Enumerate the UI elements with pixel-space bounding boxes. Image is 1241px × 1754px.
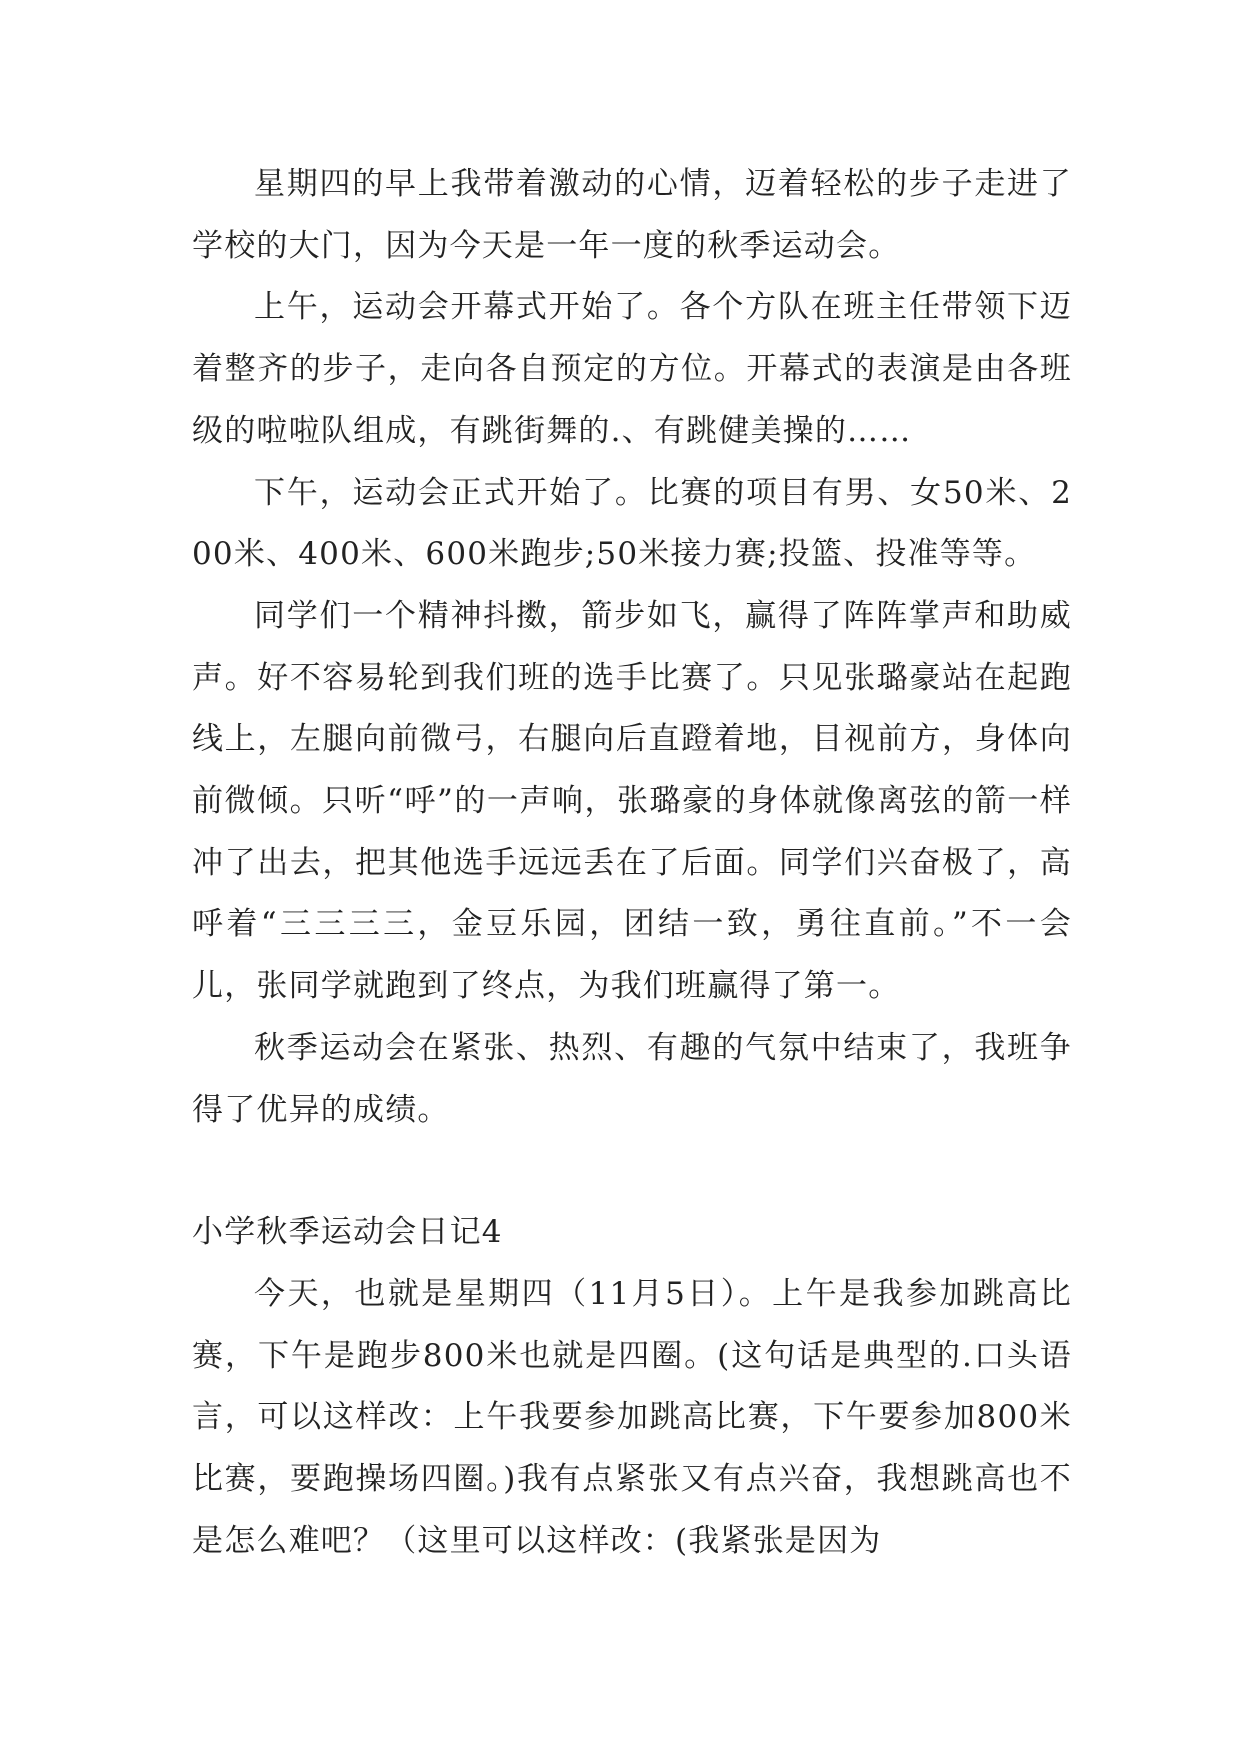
section-heading: 小学秋季运动会日记4: [192, 1214, 503, 1251]
document-body: [192, 154, 1072, 1572]
paragraph: 同学们一个精神抖擞，箭步如飞，赢得了阵阵掌声和助威声。好不容易轮到我们班的选手比赛了。只见张璐豪站在起跑线上，左腿向前微弓，右腿向后直蹬着地，目视前方，身体向前微倾。只听“呼”的一声响，张璐豪的身体就像离弦的箭一样冲了出去，把其他选手远远丢在了后面。同学们兴奋极了，高呼着“三三三三，金豆乐园，团结一致，勇往直前。”不一会儿，张同学就跑到了终点，为我们班赢得了第一。: [192, 597, 1072, 1005]
paragraph: 今天，也就是星期四（11月5日）。上午是我参加跳高比赛，下午是跑步800米也就是四圈。(这句话是典型的.口头语言，可以这样改：上午我要参加跳高比赛，下午要参加800米比赛，要跑操场四圈。)我有点紧张又有点兴奋，我想跳高也不是怎么难吧？（这里可以这样改：(我紧张是因为: [192, 1275, 1072, 1559]
paragraph: 秋季运动会在紧张、热烈、有趣的气氛中结束了，我班争得了优异的成绩。: [192, 1029, 1072, 1128]
paragraph: 星期四的早上我带着激动的心情，迈着轻松的步子走进了学校的大门，因为今天是一年一度的秋季运动会。: [192, 166, 1072, 264]
section-spacer: [192, 1141, 1072, 1202]
paragraph: 下午，运动会正式开始了。比赛的项目有男、女50米、200米、400米、600米跑步;50米接力赛;投篮、投准等等。: [192, 474, 1072, 573]
paragraph: 上午，运动会开幕式开始了。各个方队在班主任带领下迈着整齐的步子，走向各自预定的方位。开幕式的表演是由各班级的啦啦队组成，有跳街舞的.、有跳健美操的……: [192, 289, 1072, 449]
